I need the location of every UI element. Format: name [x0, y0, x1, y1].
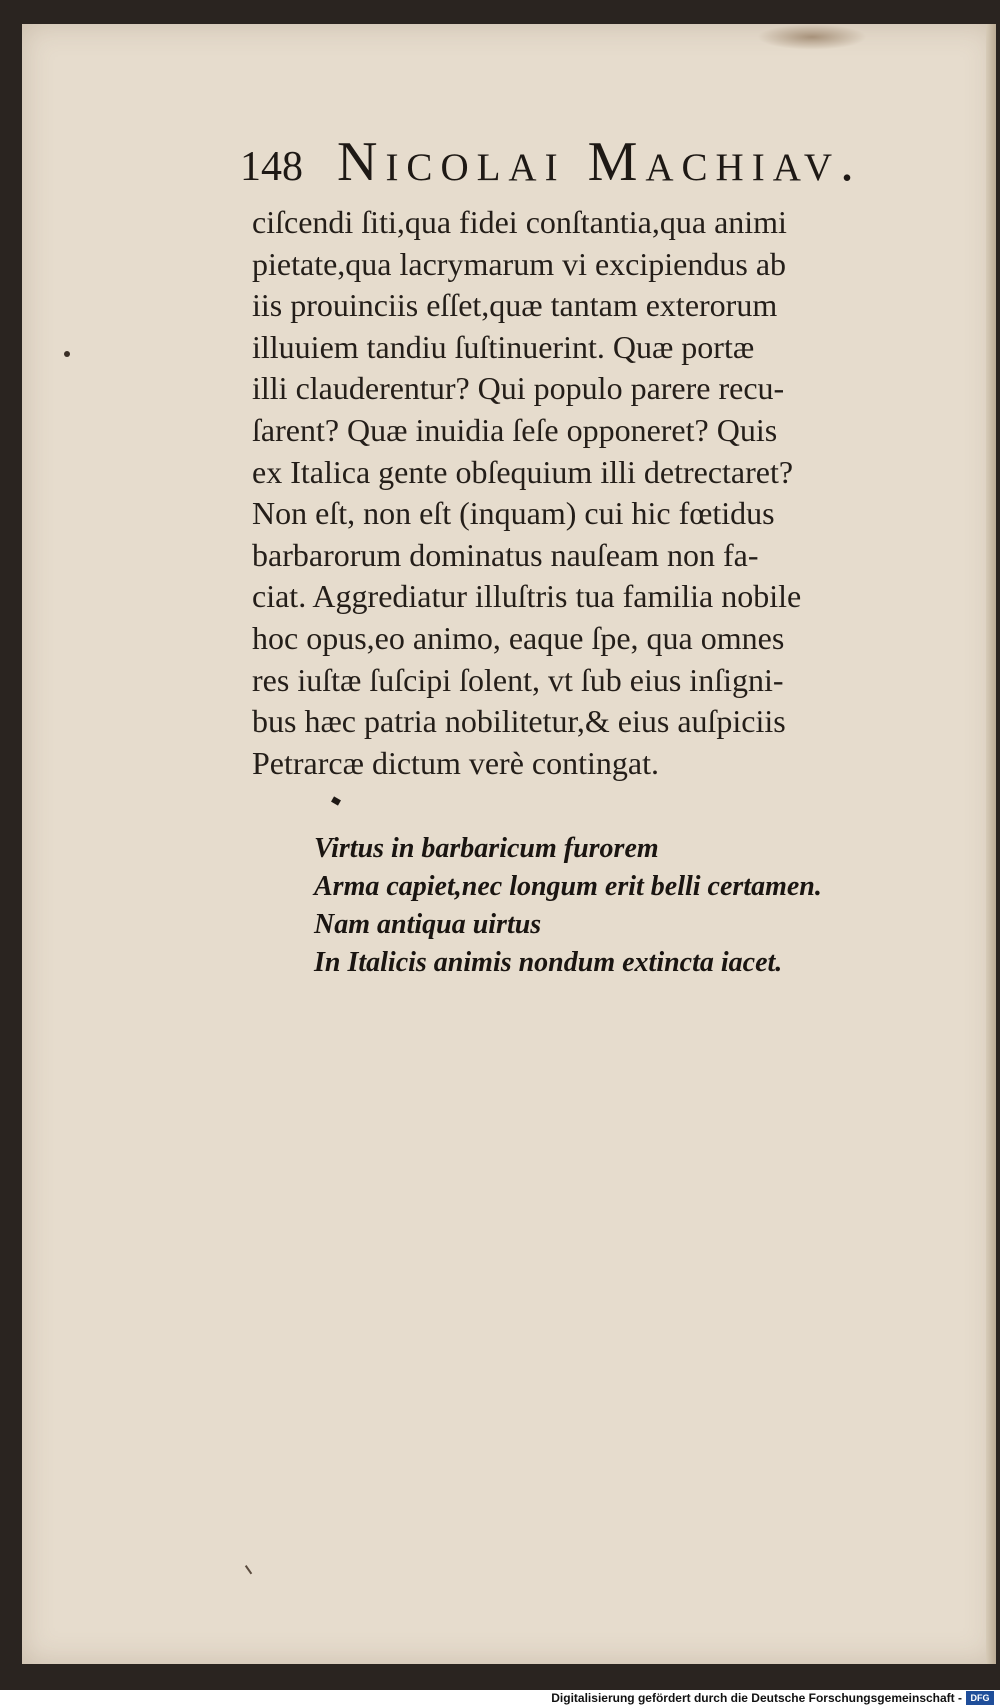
text-line: ciſcendi ſiti,qua fidei conſtantia,qua animi: [252, 204, 787, 240]
page-header: [240, 130, 920, 194]
body-text: [252, 202, 892, 784]
text-line: hoc opus,eo animo, eaque ſpe, qua omnes: [252, 619, 785, 656]
digitization-footer: [0, 1690, 1000, 1707]
page-edge: [986, 24, 996, 1664]
verse-line: Nam antiqua uirtus: [314, 909, 542, 940]
footer-credit: Digitalisierung gefördert durch die Deutsche Forschungsgemeinschaft -: [551, 1691, 962, 1705]
verse-line: Arma capiet,nec longum erit belli certamen.: [314, 871, 822, 902]
running-title: Nicolai Machiav.: [337, 131, 863, 193]
text-line: Non eſt, non eſt (inquam) cui hic fœtidus: [252, 495, 775, 532]
text-line: iis prouinciis eſſet,quæ tantam exterorum: [252, 287, 778, 324]
text-line: ſarent? Quæ inuidia ſeſe opponeret? Quis: [252, 411, 778, 448]
text-line: res iuſtæ ſuſcipi ſolent, vt ſub eius inſigni-: [252, 661, 784, 698]
verse-line: Virtus in barbaricum furorem: [314, 833, 659, 864]
text-line: Petrarcæ dictum verè contingat.: [252, 744, 659, 781]
page-number: 148: [240, 144, 303, 190]
verse-quotation: [314, 830, 914, 982]
dfg-logo: DFG: [966, 1691, 994, 1705]
text-line: illi clauderentur? Qui populo parere recu-: [252, 370, 785, 407]
verse-line: In Italicis animis nondum extincta iacet.: [314, 947, 783, 978]
margin-mark: [64, 351, 70, 357]
text-line: barbarorum dominatus nauſeam non fa-: [252, 536, 759, 573]
text-line: ex Italica gente obſequium illi detrectaret?: [252, 453, 794, 490]
paper-stain: [757, 24, 867, 50]
text-line: illuuiem tandiu ſuſtinuerint. Quæ portæ: [252, 328, 755, 365]
text-line: ciat. Aggrediatur illuſtris tua familia nobile: [252, 578, 802, 615]
text-line: pietate,qua lacrymarum vi excipiendus ab: [252, 245, 787, 282]
text-line: bus hæc patria nobilitetur,& eius auſpiciis: [252, 703, 786, 740]
